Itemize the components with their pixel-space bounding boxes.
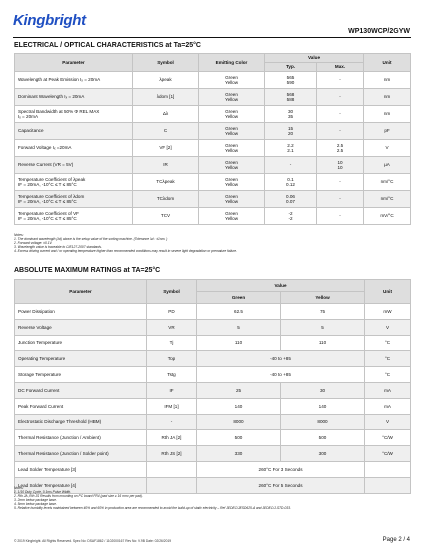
eo-cell-unit: nm — [364, 89, 411, 106]
amr-cell-symbol: VR — [147, 319, 197, 335]
eo-table-row — [15, 208, 411, 225]
eo-cell-typ-line: 588 — [286, 97, 295, 102]
eo-cell-symbol: TCλdom — [133, 191, 199, 208]
eo-cell-parameter — [15, 157, 133, 174]
eo-cell-colors — [199, 106, 265, 123]
amr-cell-symbol: IFM [1] — [147, 398, 197, 414]
eo-table-row — [15, 106, 411, 123]
eo-head-max: Max. — [317, 63, 364, 72]
amr-cell-unit: V — [365, 414, 411, 430]
eo-cell-symbol: TCV — [133, 208, 199, 225]
eo-cell-max — [317, 191, 364, 208]
eo-cell-max-line: - — [339, 111, 341, 117]
eo-section-title: ELECTRICAL / OPTICAL CHARACTERISTICS at Ta=25°C — [14, 42, 201, 49]
eo-cell-parameter — [15, 89, 133, 106]
eo-cell-colors-line: Green — [225, 176, 238, 182]
note-line: 3. 2mm below package base. — [14, 497, 57, 502]
eo-cell-parameter — [15, 72, 133, 89]
eo-cell-typ-line: 2.1 — [287, 148, 294, 153]
eo-cell-unit: mV/°C — [364, 208, 411, 225]
amr-cell-parameter: Thermal Resistance (Junction / Solder point) — [15, 446, 147, 462]
amr-cell-unit: mA — [365, 382, 411, 398]
eo-cell-max-line: 10 — [337, 159, 343, 165]
eo-head-typ: Typ. — [265, 63, 317, 72]
eo-cell-symbol: IR — [133, 157, 199, 174]
eo-cell-colors-line: Green — [225, 91, 238, 97]
amr-cell-green: 140 — [197, 398, 281, 414]
footer-copyright: © 2019 Kingbright. All Rights Reserved. Spec No: DSAF1862 / 1102000167 Rev No: V.9B Date: 02/26/2019 — [14, 539, 172, 543]
eo-cell-parameter-line: Dominant Wavelength Iₓ = 20mA — [18, 94, 85, 100]
eo-cell-typ — [265, 208, 317, 225]
amr-section-title: ABSOLUTE MAXIMUM RATINGS at TA=25°C — [14, 267, 161, 274]
eo-cell-typ-line: 20 — [287, 131, 294, 136]
eo-cell-parameter-line: Wavelength at Peak Emission Iₓ = 20mA — [18, 77, 101, 83]
eo-table-body — [15, 72, 411, 225]
eo-cell-typ-line: - — [289, 162, 292, 168]
eo-table-row — [15, 191, 411, 208]
amr-cell-green: 110 — [197, 335, 281, 351]
eo-cell-colors-line: Yellow — [224, 114, 239, 119]
amr-cell-yellow: 300 — [281, 446, 365, 462]
eo-cell-typ — [265, 106, 317, 123]
amr-cell-parameter: Reverse Voltage — [15, 319, 147, 335]
amr-table-row — [15, 430, 411, 446]
eo-cell-typ-line: -2 — [288, 216, 293, 221]
eo-cell-max-line: - — [339, 77, 341, 83]
eo-cell-unit: nm — [364, 72, 411, 89]
amr-cell-parameter: Lead Solder Temperature [4] — [15, 477, 147, 493]
amr-cell-parameter: Lead Solder Temperature [3] — [15, 461, 147, 477]
eo-cell-typ — [265, 174, 317, 191]
amr-table-row — [15, 304, 411, 320]
amr-head-unit: Unit — [365, 280, 411, 304]
amr-cell-parameter: Thermal Resistance (Junction / Ambient) — [15, 430, 147, 446]
amr-cell-unit: °C — [365, 351, 411, 367]
eo-cell-max-line: - — [339, 196, 341, 202]
amr-cell-yellow: 75 — [281, 304, 365, 320]
note-line: 4. 5mm below package base. — [14, 501, 57, 506]
eo-cell-typ-line: 0.06 — [286, 193, 295, 199]
amr-table-row — [15, 335, 411, 351]
eo-cell-colors — [199, 89, 265, 106]
amr-cell-unit: V — [365, 319, 411, 335]
note-line: 1. The dominant wavelength (λd) above is the setup value of the sorting machine. (Tolerance λd : ±1nm. ) — [14, 236, 168, 241]
eo-cell-colors-line: Green — [225, 159, 238, 165]
amr-cell-green: 25 — [197, 382, 281, 398]
amr-cell-green: 5 — [197, 319, 281, 335]
eo-cell-unit: µA — [364, 157, 411, 174]
eo-cell-colors-line: Green — [225, 193, 238, 199]
note-line: 5. Relative humidity levels maintained between 40% and 60% in production area are recommended to avoid the build-up of static electricity – Ref JEDEC/JESD625-A and JEDEC/J-STD-033. — [14, 505, 291, 510]
amr-cell-unit: mW — [365, 304, 411, 320]
eo-cell-colors — [199, 157, 265, 174]
amr-table-row — [15, 351, 411, 367]
amr-table-row — [15, 414, 411, 430]
eo-head-unit: Unit — [364, 54, 411, 72]
amr-table-row — [15, 382, 411, 398]
eo-cell-max — [317, 72, 364, 89]
eo-cell-symbol: VF [2] — [133, 140, 199, 157]
amr-table-row — [15, 398, 411, 414]
eo-cell-max — [317, 106, 364, 123]
amr-cell-yellow: 30 — [281, 382, 365, 398]
eo-cell-symbol: λdom [1] — [133, 89, 199, 106]
amr-cell-parameter: Peak Forward Current — [15, 398, 147, 414]
eo-cell-colors-line: Green — [225, 210, 238, 216]
eo-cell-typ — [265, 89, 317, 106]
eo-cell-symbol: TCλpeak — [133, 174, 199, 191]
page-number: Page 2 / 4 — [382, 537, 410, 543]
eo-cell-parameter-line: Capacitance — [18, 128, 44, 134]
eo-cell-typ-line: 590 — [286, 80, 295, 85]
eo-table-row — [15, 123, 411, 140]
amr-cell-symbol — [147, 461, 197, 477]
eo-cell-typ-line: 2.2 — [287, 142, 294, 148]
eo-table-row — [15, 140, 411, 157]
eo-cell-parameter — [15, 106, 133, 123]
eo-cell-colors — [199, 140, 265, 157]
amr-cell-symbol: IF — [147, 382, 197, 398]
note-line: 4. Excess driving current and / or operating temperature higher than recommended conditions may result in severe light degradation or premature failure. — [14, 248, 238, 253]
amr-cell-yellow: 110 — [281, 335, 365, 351]
amr-cell-symbol: Rth JS [2] — [147, 446, 197, 462]
amr-head-parameter: Parameter — [15, 280, 147, 304]
eo-cell-parameter-line: Temperature Coefficient of λpeak — [18, 176, 86, 182]
amr-head-value: Value — [197, 280, 365, 292]
amr-cell-value-span: 260°C For 5 Seconds — [197, 477, 365, 493]
eo-cell-colors-line: Yellow — [224, 97, 239, 102]
eo-cell-max — [317, 89, 364, 106]
eo-cell-max-line: 2.5 — [336, 142, 344, 148]
note-line: 3. Wavelength value is traceable to CIE127-2007 standards. — [14, 244, 102, 249]
amr-cell-unit: °C — [365, 335, 411, 351]
eo-notes — [14, 234, 410, 254]
eo-cell-colors-line: Green — [225, 125, 238, 131]
amr-cell-yellow: 500 — [281, 430, 365, 446]
eo-cell-parameter — [15, 174, 133, 191]
eo-cell-colors-line: Yellow — [224, 216, 239, 221]
note-line: Notes: — [14, 233, 24, 237]
amr-table-body — [15, 304, 411, 494]
amr-head-green: Green — [197, 292, 281, 304]
eo-cell-colors — [199, 72, 265, 89]
header-rule — [13, 37, 411, 38]
amr-cell-symbol: - — [147, 414, 197, 430]
eo-head-value: Value — [265, 54, 364, 63]
amr-cell-yellow: 140 — [281, 398, 365, 414]
amr-cell-unit — [365, 461, 411, 477]
amr-cell-parameter: DC Forward Current — [15, 382, 147, 398]
eo-cell-colors-line: Yellow — [224, 165, 239, 170]
eo-cell-max-line: - — [339, 94, 341, 100]
eo-cell-parameter-line: IF = 20mA, -10°C ≤ T ≤ 85°C — [18, 216, 77, 221]
eo-cell-typ-line: 30 — [287, 108, 294, 114]
amr-cell-symbol: Rth JA [2] — [147, 430, 197, 446]
amr-cell-unit: °C/W — [365, 430, 411, 446]
eo-cell-parameter-line: Iₓ = 20mA — [18, 114, 39, 119]
eo-cell-typ-line: 0.1 — [287, 176, 294, 182]
eo-cell-colors-line: Yellow — [224, 131, 239, 136]
amr-table — [14, 279, 411, 494]
eo-head-emitting-color: Emitting Color — [199, 54, 265, 72]
amr-cell-symbol: Tj — [147, 335, 197, 351]
amr-cell-green: 8000 — [197, 414, 281, 430]
eo-cell-parameter-line: Spectral Bandwidth at 50% Φ REL MAX — [18, 108, 100, 114]
eo-cell-max — [317, 140, 364, 157]
amr-cell-parameter: Junction Temperature — [15, 335, 147, 351]
eo-cell-parameter — [15, 191, 133, 208]
eo-cell-colors — [199, 123, 265, 140]
eo-cell-colors — [199, 191, 265, 208]
note-line: Notes: — [14, 486, 24, 490]
amr-cell-unit: °C/W — [365, 446, 411, 462]
eo-cell-unit: nm/°C — [364, 174, 411, 191]
amr-table-row — [15, 461, 411, 477]
eo-cell-typ-line: 568 — [286, 91, 295, 97]
eo-cell-unit: V — [364, 140, 411, 157]
amr-table-row — [15, 319, 411, 335]
eo-cell-max — [317, 157, 364, 174]
eo-cell-parameter — [15, 140, 133, 157]
eo-cell-colors-line: Green — [225, 108, 238, 114]
eo-cell-parameter-line: Reverse Current (VR = 5V) — [18, 162, 74, 168]
eo-head-symbol: Symbol — [133, 54, 199, 72]
eo-table — [14, 53, 411, 225]
eo-cell-colors-line: Yellow — [224, 148, 239, 153]
eo-cell-parameter-line: Forward Voltage Iₓ =20mA — [18, 145, 72, 151]
eo-cell-typ-line: -2 — [288, 210, 293, 216]
amr-cell-yellow: 8000 — [281, 414, 365, 430]
amr-head-symbol: Symbol — [147, 280, 197, 304]
part-number: WP130WCP/2GYW — [348, 28, 410, 35]
eo-cell-parameter-line: Temperature Coefficient of λdom — [18, 193, 85, 199]
amr-notes — [14, 487, 410, 510]
eo-cell-max-line: - — [339, 128, 341, 134]
eo-cell-colors — [199, 208, 265, 225]
eo-cell-colors-line: Green — [225, 142, 238, 148]
eo-cell-typ — [265, 72, 317, 89]
eo-table-row — [15, 157, 411, 174]
amr-head-yellow: Yellow — [281, 292, 365, 304]
note-line: 2. Rth JA ,Rth JS Results from mounting on PC board FR4 (pad size ≥ 16 mm² per pad). — [14, 493, 143, 498]
eo-cell-unit: nm — [364, 106, 411, 123]
eo-cell-typ — [265, 157, 317, 174]
eo-cell-colors-line: Yellow — [224, 182, 239, 187]
eo-cell-max-line: - — [339, 213, 341, 219]
eo-cell-max-line: - — [339, 179, 341, 185]
note-line: 2. Forward voltage: ±0.1V. — [14, 240, 53, 245]
eo-cell-typ-line: 0.07 — [286, 199, 295, 204]
eo-cell-parameter-line: IF = 20mA, -10°C ≤ T ≤ 85°C — [18, 199, 77, 204]
amr-table-row — [15, 446, 411, 462]
amr-cell-symbol: Tstg — [147, 367, 197, 383]
eo-cell-unit: pF — [364, 123, 411, 140]
amr-cell-green: 500 — [197, 430, 281, 446]
amr-cell-unit: °C — [365, 367, 411, 383]
eo-cell-parameter-line: IF = 20mA, -10°C ≤ T ≤ 85°C — [18, 182, 77, 187]
amr-cell-parameter: Operating Temperature — [15, 351, 147, 367]
eo-cell-colors — [199, 174, 265, 191]
eo-cell-colors-line: Yellow — [224, 80, 239, 85]
eo-cell-typ-line: 35 — [287, 114, 294, 119]
eo-table-row — [15, 89, 411, 106]
eo-cell-typ-line: 565 — [286, 74, 295, 80]
eo-cell-typ — [265, 191, 317, 208]
eo-cell-parameter-line: Temperature Coefficient of VF — [18, 210, 79, 216]
eo-cell-unit: nm/°C — [364, 191, 411, 208]
eo-cell-parameter — [15, 123, 133, 140]
eo-table-row — [15, 72, 411, 89]
amr-table-row — [15, 367, 411, 383]
amr-cell-value-span: 260°C For 3 Seconds — [197, 461, 365, 477]
eo-cell-colors-line: Green — [225, 74, 238, 80]
brand-logo: Kingbright — [13, 12, 86, 29]
note-line: 1. 1/10 Duty Cycle, 0.1ms Pulse Width. — [14, 489, 72, 494]
amr-cell-value-span: -40 to +85 — [197, 367, 365, 383]
eo-cell-symbol: C — [133, 123, 199, 140]
eo-cell-typ-line: 0.12 — [286, 182, 295, 187]
eo-cell-max — [317, 123, 364, 140]
amr-cell-green: 330 — [197, 446, 281, 462]
eo-cell-typ — [265, 123, 317, 140]
eo-cell-colors-line: Yellow — [224, 199, 239, 204]
eo-cell-max — [317, 174, 364, 191]
eo-cell-max-line: 10 — [337, 165, 343, 170]
amr-cell-parameter: Electrostatic Discharge Threshold (HBM) — [15, 414, 147, 430]
eo-cell-parameter — [15, 208, 133, 225]
amr-cell-parameter: Power Dissipation — [15, 304, 147, 320]
eo-cell-symbol: λpeak — [133, 72, 199, 89]
amr-cell-value-span: -40 to +85 — [197, 351, 365, 367]
amr-cell-unit: mA — [365, 398, 411, 414]
amr-cell-symbol: Top — [147, 351, 197, 367]
amr-cell-green: 62.5 — [197, 304, 281, 320]
eo-table-row — [15, 174, 411, 191]
amr-cell-yellow: 5 — [281, 319, 365, 335]
amr-cell-symbol: PD — [147, 304, 197, 320]
eo-cell-max — [317, 208, 364, 225]
eo-cell-symbol: Δλ — [133, 106, 199, 123]
eo-cell-typ — [265, 140, 317, 157]
amr-cell-parameter: Storage Temperature — [15, 367, 147, 383]
eo-cell-max-line: 2.5 — [336, 148, 344, 153]
eo-head-parameter: Parameter — [15, 54, 133, 72]
eo-cell-typ-line: 15 — [287, 125, 294, 131]
